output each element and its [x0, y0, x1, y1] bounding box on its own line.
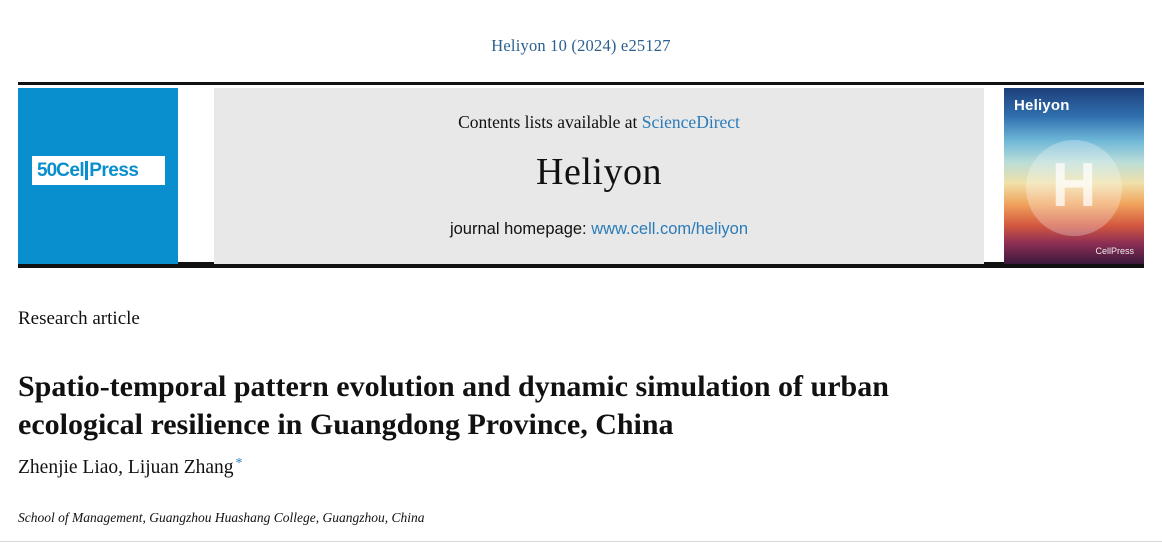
homepage-prefix: journal homepage: — [449, 220, 592, 238]
journal-title: Heliyon — [536, 151, 662, 193]
journal-homepage-link[interactable]: www.cell.com/heliyon — [591, 220, 749, 238]
page-divider — [0, 541, 1162, 542]
journal-homepage-line — [214, 220, 984, 239]
contents-available-line — [214, 112, 984, 133]
cellpress-word-left: Cel — [56, 159, 85, 181]
cover-journal-title: Heliyon — [1014, 97, 1070, 114]
article-type: Research article — [18, 308, 140, 329]
cover-letter: H — [1051, 151, 1097, 220]
contents-prefix: Contents lists available at — [458, 112, 642, 132]
author-list — [18, 456, 243, 479]
author-name[interactable]: Lijuan Zhang — [127, 457, 234, 478]
affiliation: School of Management, Guangzhou Huashang College, Guangzhou, China — [18, 510, 425, 525]
journal-cover-thumbnail — [1004, 88, 1144, 264]
corresponding-author-marker: * — [235, 456, 243, 471]
author-name[interactable]: Zhenjie Liao — [18, 457, 119, 478]
page-title: Spatio-temporal pattern evolution and dynamic simulation of urban ecological resilience in Guangdong Province, China — [18, 370, 889, 442]
cellpress-word-right: Press — [89, 159, 139, 181]
cellpress-mark: 50 — [37, 159, 57, 181]
journal-info-panel — [214, 88, 984, 264]
journal-masthead — [18, 82, 1144, 268]
sciencedirect-link[interactable]: ScienceDirect — [641, 112, 740, 132]
cellpress-logo — [32, 156, 165, 185]
running-head: Heliyon 10 (2024) e25127 — [491, 36, 671, 55]
author-separator: , — [118, 457, 128, 478]
cellpress-divider — [85, 161, 88, 180]
cellpress-logo-block — [18, 88, 178, 264]
cover-imprint: CellPress — [1095, 246, 1134, 256]
